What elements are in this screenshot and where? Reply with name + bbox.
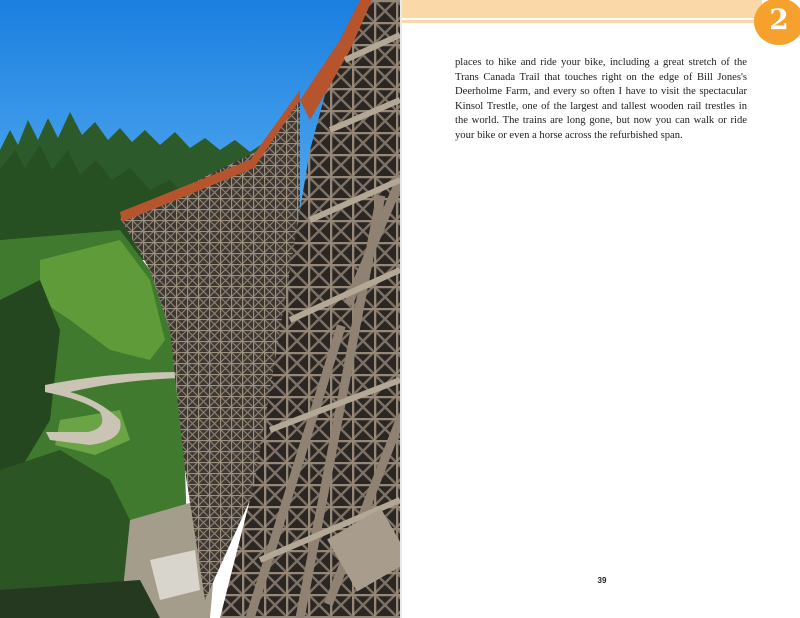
body-paragraph: places to hike and ride your bike, including a great stretch of the Trans Canada Trail that touches right on the edge of Bill Jones's Deerholme Farm, and every so often I have to visit the spectacular Kinsol Trestle, one of the largest and tallest wooden rail trestles in the world. The trains are long gone, but now you can walk or ride your bike or even a horse across the refurbished span. [455,57,747,141]
header-band [402,0,762,18]
chapter-badge [754,0,800,45]
text-page [402,0,800,618]
header-rule [402,20,762,23]
page-number: 39 [597,576,607,585]
chapter-number: 2 [769,3,789,36]
